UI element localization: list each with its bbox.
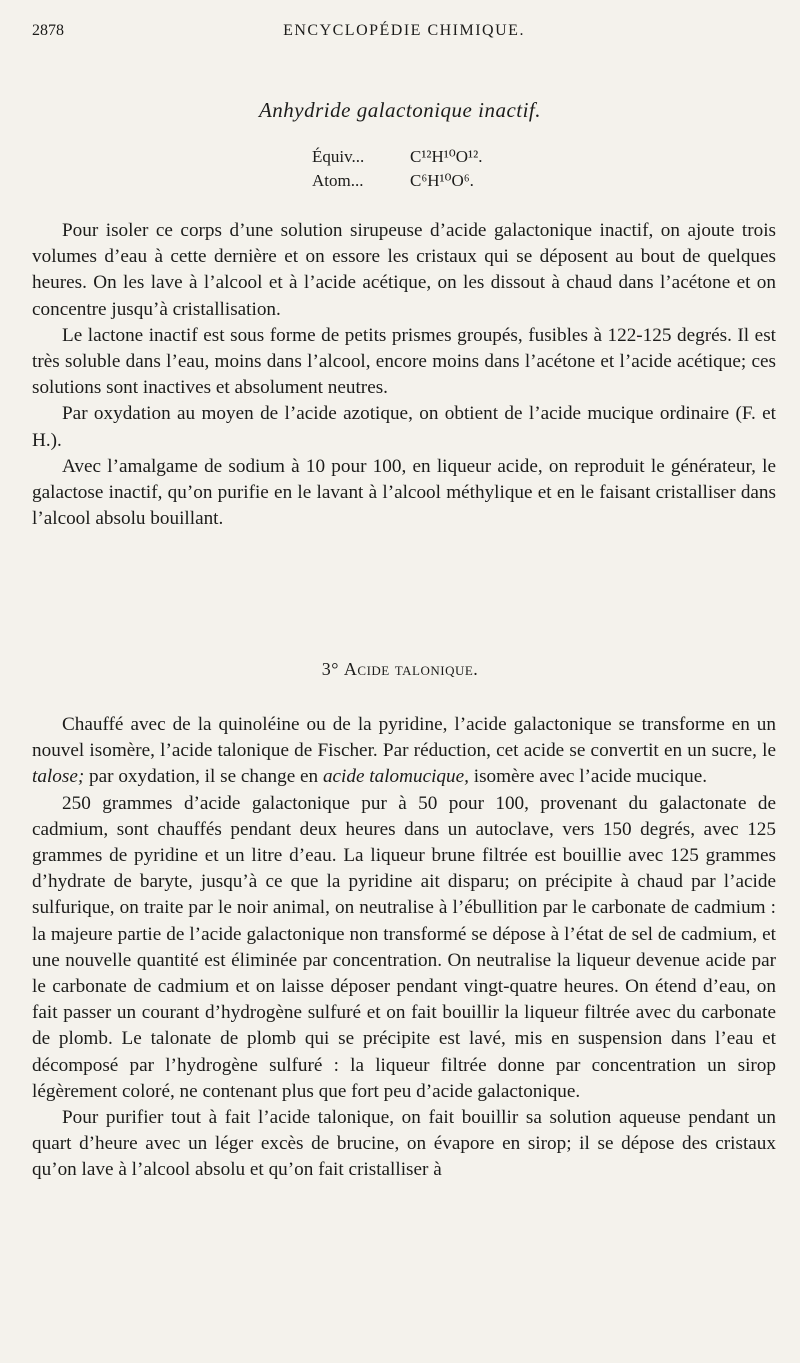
talonic-text-end: isomère avec l’acide mucique. (468, 766, 708, 788)
section-body (32, 218, 776, 532)
subsection-heading (0, 659, 800, 680)
formula-atom-symbol: C⁶H¹⁰O⁶. (410, 171, 474, 190)
formula-equiv-symbol: C¹²H¹⁰O¹². (410, 147, 483, 166)
paragraph-talonic-intro (32, 712, 776, 791)
talomucique-term: acide talomucique, (322, 766, 469, 788)
paragraph-oxidation: Par oxydation au moyen de l’acide azotique, on obtient de l’acide mucique ordinaire (F. et H.). (32, 403, 776, 451)
talonic-text-start: Chauffé avec de la quinoléine ou de la pyridine, l’acide galactonique se transforme en un nouvel isomère, l’acide talonique de Fischer. Par réduction, cet acide se convertit en un sucre, le (32, 714, 776, 762)
talose-term: talose; (32, 766, 85, 788)
formula-atom-label: Atom... (312, 171, 364, 190)
page-number: 2878 (32, 22, 64, 39)
running-title: ENCYCLOPÉDIE CHIMIQUE. (283, 22, 525, 39)
paragraph-isolation: Pour isoler ce corps d’une solution sirupeuse d’acide galactonique inactif, on ajoute trois volumes d’eau à cette dernière et on essore les cristaux qui se déposent au bout de quelques heures. On les lave à l’alcool et à l’acide acétique, on les dissout à chaud dans l’acétone et on concentre jusqu’à cristallisation. (32, 220, 776, 320)
subsection-title: Acide talonique. (343, 659, 479, 679)
subsection-body (32, 712, 776, 1184)
paragraph-preparation: 250 grammes d’acide galactonique pur à 50 pour 100, provenant du galactonate de cadmium, sont chauffés pendant deux heures dans un autoclave, vers 150 degrés, avec 125 grammes de pyridine et un litre d’eau. La liqueur brune filtrée est bouillie avec 125 grammes d’hydrate de baryte, jusqu’à ce que la pyridine ait disparu; on précipite à chaud par l’acide sulfurique, on traite par le noir animal, on neutralise à l’ébullition par le carbonate de cadmium : la majeure partie de l’acide galactonique non transformé se dépose à l’état de sel de cadmium, et une nouvelle quantité est éliminée par concentration. On neutralise la liqueur devenue acide par le carbonate de cadmium et on laisse déposer pendant vingt-quatre heures. On étend d’eau, on fait passer un courant d’hydrogène sulfuré et on fait bouillir la liqueur filtrée avec du carbonate de plomb. Le talonate de plomb qui se précipite est lavé, mis en suspension dans l’eau et décomposé par l’hydrogène sulfuré : la liqueur filtrée donne par concentration un sirop légèrement coloré, ne contenant plus que fort peu d’acide galactonique. (32, 792, 776, 1102)
page-header (32, 22, 776, 48)
formula-equiv (312, 146, 482, 168)
formula-equiv-label: Équiv... (312, 147, 365, 166)
section-title: Anhydride galactonique inactif. (258, 98, 542, 122)
paragraph-purification: Pour purifier tout à fait l’acide talonique, on fait bouillir sa solution aqueuse pendant un quart d’heure avec un léger excès de brucine, on évapore en sirop; il se dépose des cristaux qu’on lave à l’alcool absolu et qu’on fait cristalliser à (32, 1107, 776, 1181)
talonic-text-middle: par oxydation, il se change en (84, 766, 323, 788)
formula-atom (312, 170, 474, 192)
subsection-number: 3° (321, 659, 339, 679)
paragraph-amalgam: Avec l’amalgame de sodium à 10 pour 100, en liqueur acide, on reproduit le générateur, le galactose inactif, qu’on purifie en le lavant à l’alcool méthylique et en le faisant cristalliser dans l’alcool absolu bouillant. (32, 455, 776, 530)
paragraph-lactone-properties: Le lactone inactif est sous forme de petits prismes groupés, fusibles à 122-125 degrés. Il est très soluble dans l’eau, moins dans l’alcool, encore moins dans l’acétone et l’acide acétique; ces solutions sont inactives et absolument neutres. (32, 324, 776, 399)
